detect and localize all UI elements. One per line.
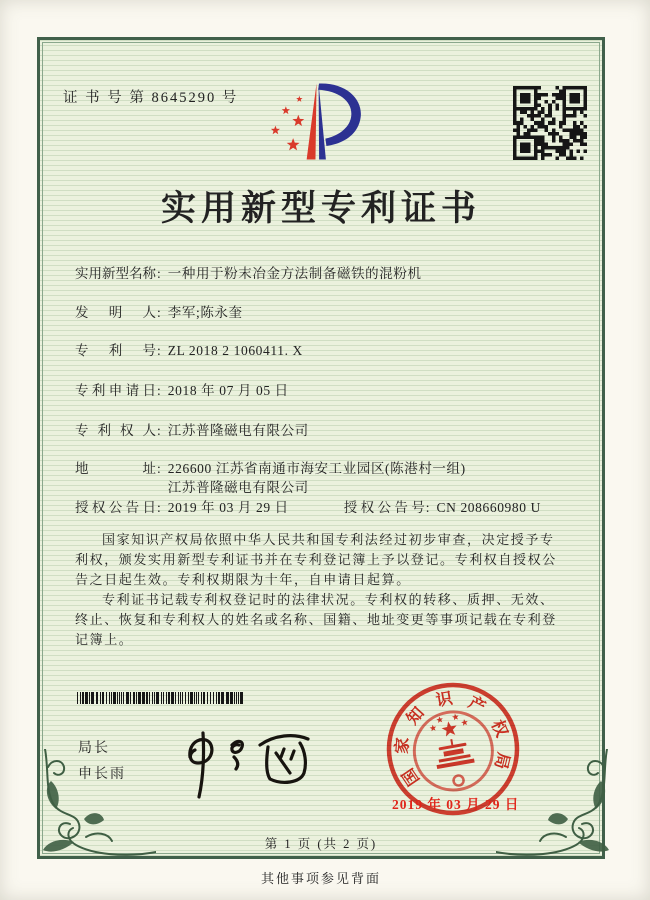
field-colon: : bbox=[157, 383, 161, 398]
field-label: 专利申请日 bbox=[75, 383, 156, 398]
cnipa-logo-icon bbox=[264, 74, 368, 168]
signer-title: 局长 bbox=[78, 739, 110, 755]
field-value: 江苏普隆磁电有限公司 bbox=[167, 423, 309, 438]
certificate-number: 证 书 号 第 8645290 号 bbox=[63, 90, 239, 106]
certificate-title: 实用新型专利证书 bbox=[160, 189, 481, 228]
field-value: 2018 年 07 月 05 日 bbox=[167, 383, 289, 398]
field-label: 专利号 bbox=[75, 343, 156, 358]
field-label: 授权公告号 bbox=[343, 500, 425, 515]
signature-icon bbox=[176, 727, 340, 801]
grant-number-value: CN 208660980 U bbox=[436, 500, 541, 515]
signer-name: 申长雨 bbox=[78, 765, 126, 781]
qr-code bbox=[513, 86, 587, 160]
legal-text bbox=[75, 530, 569, 650]
field-row-filing-date bbox=[75, 381, 580, 400]
seal-ring-text: 国 家 知 识 产 权 局 bbox=[392, 688, 514, 790]
field-colon: : bbox=[157, 500, 161, 515]
legal-paragraph-2: 专利证书记载专利权登记时的法律状况。专利权的转移、质押、无效、终止、恢复和专利权人的姓名或名称、国籍、地址变更等事项记载在专利登记簿上。 bbox=[75, 592, 557, 647]
field-row-grant bbox=[75, 498, 580, 517]
field-colon: : bbox=[157, 266, 161, 281]
field-row-inventor bbox=[75, 303, 580, 322]
field-row-patentee bbox=[75, 421, 580, 440]
field-label: 授权公告日 bbox=[75, 500, 156, 515]
seal-date: 2019 年 03 月 29 日 bbox=[392, 797, 520, 812]
field-colon: : bbox=[425, 500, 430, 515]
field-colon: : bbox=[157, 343, 161, 358]
field-row-patent-no bbox=[75, 341, 580, 360]
grant-date-value: 2019 年 03 月 29 日 bbox=[167, 500, 289, 515]
barcode bbox=[77, 692, 247, 704]
field-colon: : bbox=[157, 423, 161, 438]
field-colon: : bbox=[157, 305, 161, 320]
legal-paragraph-1: 国家知识产权局依照中华人民共和国专利法经过初步审查，决定授予专利权，颁发实用新型专利证书并在专利登记簿上予以登记。专利权自授权公告之日起生效。专利权期限为十年，自申请日起算。 bbox=[75, 532, 557, 587]
field-value: ZL 2018 2 1060411. X bbox=[167, 343, 303, 358]
field-colon: : bbox=[157, 461, 161, 476]
field-row-address bbox=[75, 459, 580, 497]
field-label: 地址 bbox=[75, 461, 156, 476]
field-label: 专利权人 bbox=[75, 423, 156, 438]
back-note: 其他事项参见背面 bbox=[260, 871, 381, 886]
field-row-name bbox=[75, 264, 580, 283]
field-value: 李军;陈永奎 bbox=[167, 305, 243, 320]
field-label: 实用新型名称 bbox=[75, 266, 156, 281]
page-number: 第 1 页 (共 2 页) bbox=[264, 837, 378, 851]
field-label: 发明人 bbox=[75, 305, 156, 320]
field-value: 一种用于粉末冶金方法制备磁铁的混粉机 bbox=[167, 266, 422, 281]
field-value: 226600 江苏省南通市海安工业园区(陈港村一组)江苏普隆磁电有限公司 bbox=[167, 461, 466, 495]
